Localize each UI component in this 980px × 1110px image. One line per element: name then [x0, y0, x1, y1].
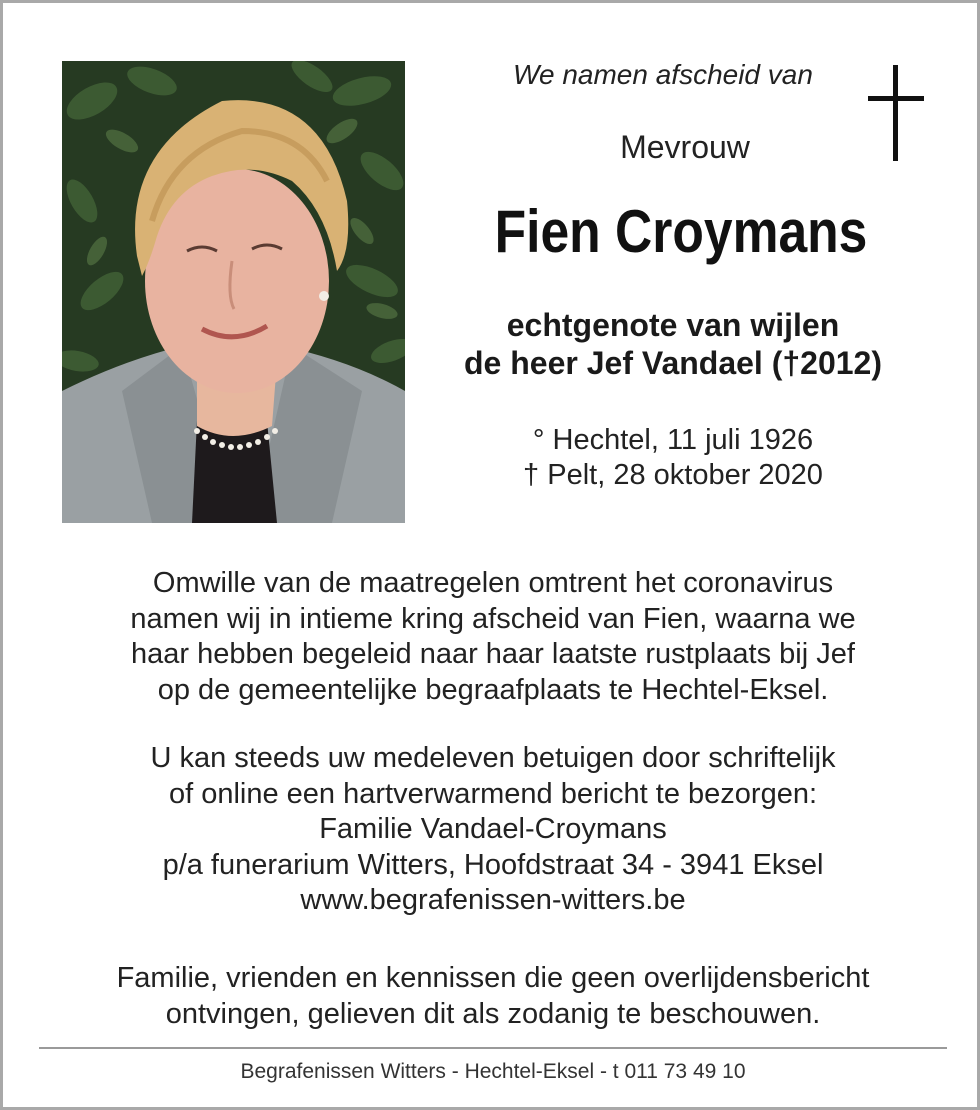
honorific: Mevrouw	[620, 129, 750, 165]
paragraph-condolences	[43, 741, 943, 919]
text-line: ontvingen, gelieven dit als zodanig te beschouwen.	[165, 997, 821, 1030]
text-line: haar hebben begeleid naar haar laatste rustplaats bij Jef	[131, 638, 855, 670]
text-line: Familie, vrienden en kennissen die geen overlijdensbericht	[116, 962, 870, 994]
footer-funeral-home: Begrafenissen Witters - Hechtel-Eksel - t 011 73 49 10	[240, 1060, 746, 1083]
text-line: of online een hartverwarmend bericht te bezorgen:	[168, 777, 818, 810]
death-date: † Pelt, 28 oktober 2020	[523, 459, 823, 491]
birth-date: ° Hechtel, 11 juli 1926	[532, 424, 814, 456]
text-line: Omwille van de maatregelen omtrent het coronavirus	[152, 567, 834, 599]
portrait-photo	[62, 61, 405, 523]
website-link[interactable]: www.begrafenissen-witters.be	[300, 884, 686, 916]
life-dates	[443, 423, 903, 493]
spouse-info	[413, 306, 933, 382]
spouse-line: de heer Jef Vandael (†2012)	[464, 345, 882, 381]
text-line: op de gemeentelijke begraafplaats te Hechtel-Eksel.	[157, 673, 829, 706]
spouse-line: echtgenote van wijlen	[506, 307, 840, 343]
text-line: namen wij in intieme kring afscheid van Fien, waarna we	[130, 602, 856, 635]
deceased-name: Fien Croymans	[494, 198, 868, 265]
address: p/a funerarium Witters, Hoofdstraat 34 - 3941 Eksel	[162, 848, 824, 881]
intro-text: We namen afscheid van	[513, 59, 813, 90]
text-line: U kan steeds uw medeleven betuigen door schriftelijk	[150, 742, 836, 774]
paragraph-notice	[43, 961, 943, 1032]
paragraph-circumstances	[43, 566, 943, 708]
family-name: Familie Vandael-Croymans	[319, 813, 667, 845]
divider	[39, 1047, 947, 1049]
